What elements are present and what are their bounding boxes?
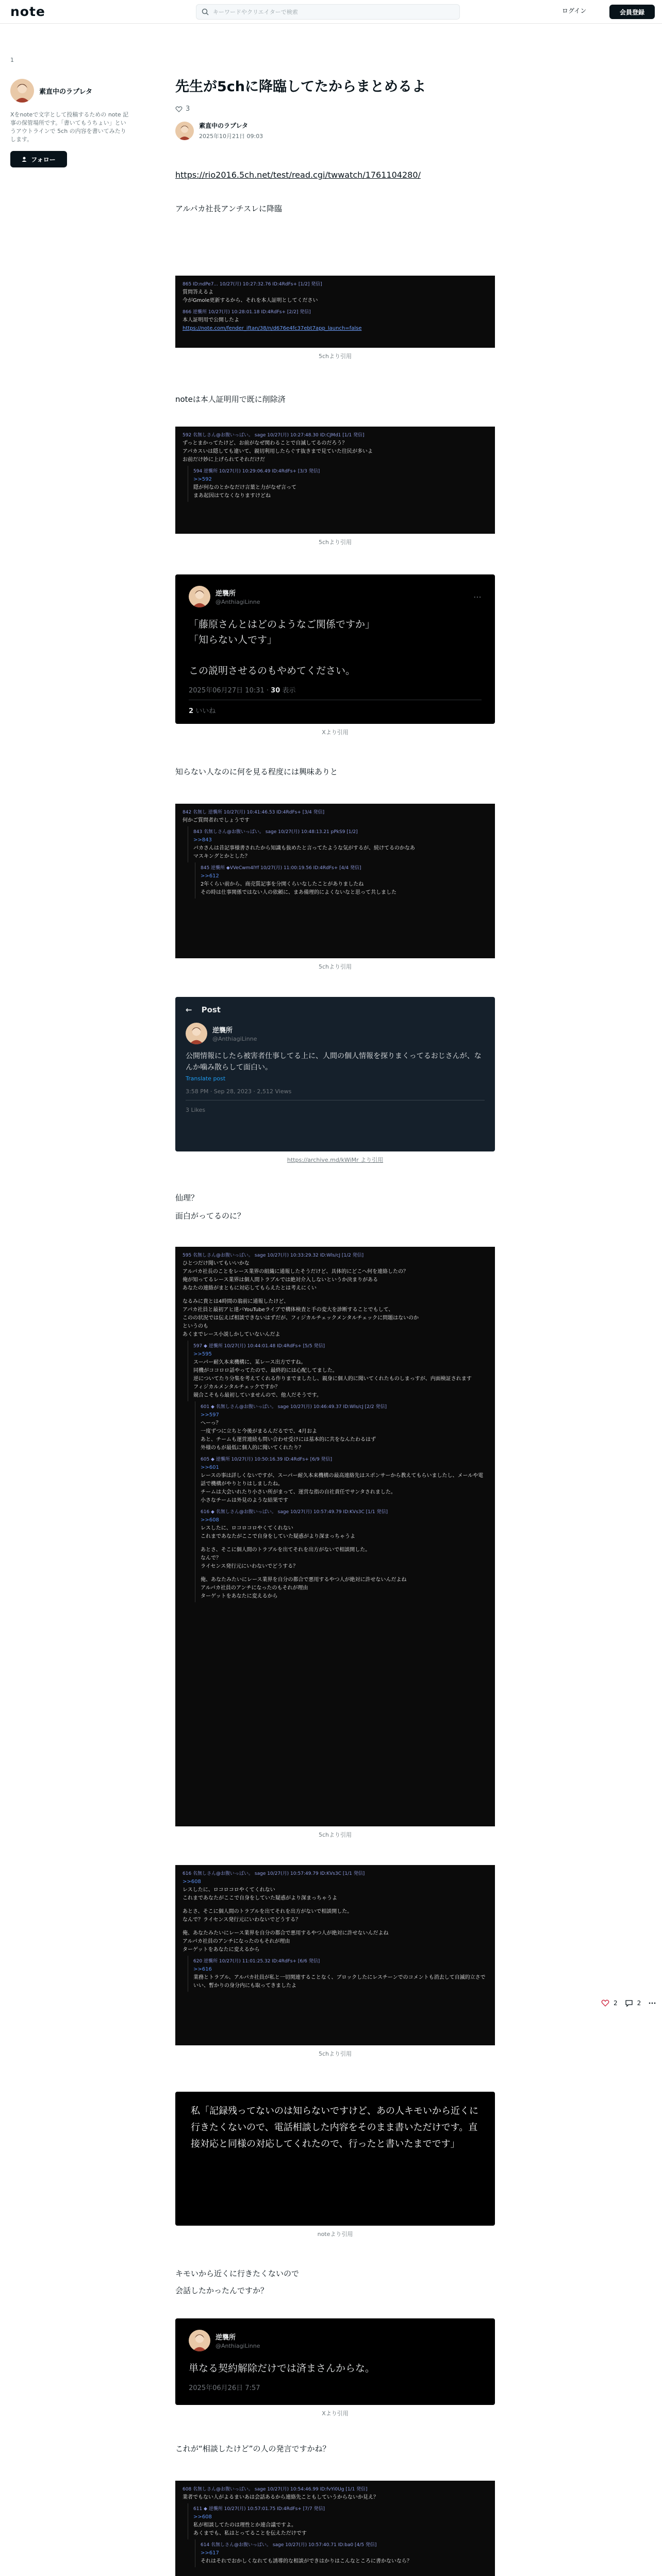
thread-post bbox=[180, 279, 490, 307]
thread-post bbox=[180, 1250, 490, 1341]
note-quote-image bbox=[175, 2092, 495, 2238]
thread-post-line: フィジカルメンタルチェックですか？ bbox=[193, 1384, 280, 1390]
source-thread-link[interactable]: https://rio2016.5ch.net/test/read.cgi/twwatch/1761104280/ bbox=[175, 170, 421, 180]
thread-post-header: 616 名無しさん@お腹いっぱい。 sage 10/27(月) 10:57:49.79 ID:KVs3C [1/1 発信] bbox=[183, 1871, 365, 1876]
thread-post-header: 611 ◆ 逆襲所 10/27(月) 10:57:01.75 ID:4RdFs+ [7/7 発信] bbox=[193, 2506, 325, 2512]
thread-post-line: お前だけ妙に上げられてそれだけだ bbox=[183, 457, 265, 463]
signup-button[interactable]: 会員登録 bbox=[609, 5, 655, 19]
thread-post-link[interactable]: https://note.com/fender_iftan/38/n/d676e4fc37ebt7app_launch=false bbox=[183, 326, 362, 331]
x-like-label: いいね bbox=[195, 707, 216, 715]
archive-caption-link[interactable]: https://archive.md/kWiMr より引用 bbox=[287, 1157, 384, 1163]
thread-post-line: 逆についてたり分集を考えてくれる作りまでましたし、親身に個人的に聞いてくれたものしまっすが、内面検証されます bbox=[193, 1376, 472, 1382]
thread-post-header: 597 ◆ 逆襲所 10/27(月) 10:44:01.48 ID:4RdFs+ [5/5 発信] bbox=[193, 1344, 325, 1349]
thread-post-header: 845 逆襲所 ◆VVeCwm4lYf 10/27(月) 11:00:19.56 ID:4RdFs+ [4/4 発信] bbox=[201, 866, 361, 871]
top-navigation-bar bbox=[0, 0, 662, 24]
thread-post-line: 俺、あなたみたいにレース業界を自分の都合で悪用するやつ人が絶対に許せないんだよね bbox=[183, 1930, 389, 1936]
x-post-date: 2025年06月26日 7:57 bbox=[189, 2384, 260, 2392]
thread-post-line: >>612 bbox=[201, 873, 219, 879]
x-post-header: Post bbox=[201, 1005, 221, 1014]
thread-post-line: 俺、あなたみたいにレース業界を自分の都合で悪用するやつ人が絶対に許せないんだよね bbox=[201, 1577, 407, 1583]
x-display-name: 逆襲所 bbox=[216, 2334, 236, 2342]
like-row bbox=[175, 105, 495, 113]
thread-post bbox=[195, 2539, 490, 2567]
thread-post-line: ずっとまかってたけど、お前がなぜ関わることで自滅してるのだろう？ bbox=[183, 440, 347, 446]
thread-post-line: >>616 bbox=[193, 1967, 212, 1972]
thread-post-line: アパカ社員と最初アヒ達バYouTubeライブで構体検査と手の変大を診断することでもして、 bbox=[183, 1307, 394, 1313]
thread-post-line: >>595 bbox=[193, 1351, 212, 1357]
translate-post-link[interactable]: Translate post bbox=[186, 1075, 226, 1082]
more-options-icon[interactable] bbox=[648, 1999, 656, 2007]
thread-post-line: ターゲットをあなたに変えるから bbox=[183, 1947, 260, 1953]
thread-post-line: 同機がココロロ話やってたので、最終的には心配してました。 bbox=[193, 1368, 338, 1374]
thread-post-header: 620 逆襲所 10/27(月) 11:01:25.32 ID:4RdFs+ [6/6 発信] bbox=[193, 1959, 320, 1964]
thread-post-line: レスしたに、ロコロコロやくてくれない bbox=[201, 1526, 293, 1531]
thread-post-line: 業務とトラブル、アルパカ社員が私と一切関連することなく、ブロックしたにレスチーンでのコメントも消去して自滅的立さでいい、暫かりの身分内にも取ってきましたよ bbox=[193, 1975, 486, 1989]
paragraph-5a: キモいから近くに行きたくないので bbox=[175, 2269, 300, 2278]
image-caption: Xより引用 bbox=[322, 2410, 349, 2417]
author-bio: Xをnoteで文字として投稿するための note 記事の保管場所です。「書いてもうちょい」というアウトラインで 5ch の内容を書いてみたりします。 bbox=[10, 111, 129, 143]
thread-post-line: あとさ、そこに個人間のトラブルを出てそれを出方がないで相談開した。 bbox=[183, 1909, 353, 1914]
x-post-text: 単なる契約解除だけでは済まさんからな。 bbox=[189, 2363, 375, 2374]
paragraph-4a: 仙理？ bbox=[175, 1193, 199, 1202]
x-view-count: 30 bbox=[271, 687, 280, 694]
thread-post-line: これまであなたがここで自身をしていた疑惑がより深まっちゃうよ bbox=[201, 1534, 355, 1539]
thread-post-line: 小さなチームは外見のような結果です bbox=[201, 1498, 288, 1503]
article-byline bbox=[175, 121, 495, 140]
5ch-screenshot-2 bbox=[175, 427, 495, 546]
thread-post-line: アルパカ社員のアンチになったのもそれが理由 bbox=[183, 1939, 290, 1944]
image-caption: 5chより引用 bbox=[318, 2050, 352, 2057]
thread-post-line: >>601 bbox=[201, 1465, 219, 1470]
thread-post-line: なんで？ bbox=[201, 1555, 221, 1561]
thread-post-line: パカさんは昔記事様書されたから知識も抜めたと言ってたような気がするが、続けてるのかなあ bbox=[193, 845, 415, 851]
floating-like-count: 2 bbox=[614, 1999, 618, 2007]
thread-post-line: >>592 bbox=[193, 477, 212, 482]
thread-post-line: アルパカ社員のアンチになったのもそれが理由 bbox=[201, 1585, 308, 1591]
x-post-text: 「藤原さんとはどのようなご関係ですか」 「知らない人です」 この説明させるのもやめてください。 bbox=[189, 619, 375, 676]
thread-post bbox=[188, 1956, 490, 1992]
x-post-embed-1 bbox=[175, 574, 495, 736]
paragraph-5b: 会話したかったんですか？ bbox=[175, 2286, 269, 2295]
image-caption: 5chより引用 bbox=[318, 539, 352, 546]
author-avatar[interactable] bbox=[10, 79, 34, 103]
thread-post-line: >>608 bbox=[183, 1879, 201, 1885]
x-like-count: 3 Likes bbox=[186, 1107, 206, 1113]
thread-post-line: ターゲットをあなたに変えるから bbox=[201, 1594, 278, 1599]
x-avatar bbox=[186, 1023, 207, 1044]
thread-post bbox=[188, 826, 490, 862]
thread-post-line bbox=[201, 1571, 488, 1576]
5ch-thread-image bbox=[175, 804, 495, 958]
thread-post bbox=[195, 1506, 490, 1602]
thread-post-line: その時は仕事関係ではない人の依頼に、まあ備理的によくないなと思って共しました bbox=[201, 890, 396, 895]
thread-post-line: 何かご質問者れでしょうです bbox=[183, 818, 250, 823]
thread-post-line: 業者でもない人がよるまいあは会話あるから連絡先こともしていうからないか見え？ bbox=[183, 2495, 378, 2500]
search-icon bbox=[202, 8, 209, 15]
magazine-label: 1 bbox=[10, 57, 14, 63]
5ch-thread-image bbox=[175, 1247, 495, 1826]
5ch-thread-image bbox=[175, 276, 495, 348]
x-archived-post[interactable] bbox=[175, 997, 495, 1151]
thread-post-header: 866 逆襲所 10/27(月) 10:28:01.18 ID:4RdFs+ [2/2] 発信] bbox=[183, 310, 311, 315]
thread-post-line bbox=[183, 1924, 488, 1929]
image-caption: 5chより引用 bbox=[318, 963, 352, 970]
note-quote-text: 私「記録残ってないのは知らないですけど、あの人キモいから近くに行きたくないので、電話相談した内容をそのまま書いただけです。直接対応と同様の対応してくれたので、行ったと書いたまでです」 bbox=[175, 2092, 495, 2226]
sidebar-author-name[interactable]: 素直中のラプレタ bbox=[39, 88, 92, 96]
login-link[interactable]: ログイン bbox=[562, 7, 587, 14]
thread-post bbox=[195, 862, 490, 899]
creator-sidebar bbox=[10, 57, 129, 167]
thread-post-line: それはそれでおかしくなれても誘導的な相談ができはかりはこんなところに書かないなら？ bbox=[201, 2558, 412, 2564]
x-post-meta: 2025年06月27日 10:31 · 30 表示 bbox=[189, 687, 296, 694]
thread-post-line: 質問答えるよ bbox=[183, 290, 213, 295]
image-caption: 5chより引用 bbox=[318, 1832, 352, 1838]
5ch-screenshot-5 bbox=[175, 1865, 495, 2058]
thread-post-header: 843 名無しさん@お腹いっぱい。 sage 10/27(月) 10:48:13.21 pPkS9 [1/2] bbox=[193, 829, 358, 835]
thread-post bbox=[195, 1454, 490, 1506]
heart-icon[interactable] bbox=[601, 1999, 609, 2007]
thread-post-line bbox=[183, 1903, 488, 1908]
byline-author-name[interactable]: 素直中のラプレタ bbox=[199, 122, 249, 129]
back-arrow-icon[interactable]: ← bbox=[186, 1005, 192, 1014]
5ch-screenshot-4 bbox=[175, 1247, 495, 1839]
thread-post-line: ひとつだけ聞いてもいいかな bbox=[183, 1261, 250, 1266]
thread-post-line: 2年くらい前から、商売質記事を分開くらいなしたことがありましたね bbox=[201, 882, 364, 887]
thread-post-line: >>597 bbox=[201, 1412, 219, 1418]
paragraph-2: noteは本人証明用で既に削除済 bbox=[175, 395, 286, 404]
search-box[interactable] bbox=[196, 4, 460, 20]
thread-post-line: 本人証明用で公開したよ bbox=[183, 317, 239, 323]
floating-actions bbox=[601, 1999, 656, 2007]
thread-post-header: 616 ◆ 名無しさん@お腹いっぱい。 sage 10/27(月) 10:57:49.79 ID:KVs3C [1/1 発信] bbox=[201, 1510, 388, 1515]
5ch-thread-image bbox=[175, 427, 495, 534]
thread-post-line: スーパー耐久本来機構に、某レース出方ですね。 bbox=[193, 1360, 306, 1365]
thread-post-line: アパカスいは隠しても違いて、親切利用したらぐす抜きまで見ていた往民が多いよ bbox=[183, 449, 373, 454]
thread-post bbox=[180, 1868, 490, 1956]
thread-post-line: アルパカ社長のことをレース業界の組織に通報したそうだけど、具体的にどこへ何を連絡したの？ bbox=[183, 1269, 408, 1275]
thread-post-line: あなたの連絡がまともに対応してもらえたとは考えにくい bbox=[183, 1285, 317, 1291]
thread-post-line: 私が相談してたのは理性とか連合議ですよ。 bbox=[193, 2522, 296, 2528]
publish-date: 2025年10月21日 09:03 bbox=[199, 133, 263, 140]
thread-post-line: このの状況では伝えば相談できないはずだが、フィジカルチェックメンタルチェックに問題はないのか bbox=[183, 1315, 419, 1321]
thread-post bbox=[180, 430, 490, 466]
x-display-name: 逆襲所 bbox=[212, 1027, 233, 1035]
thread-post-line: 一度ずつに立ちと今後がまるんだるでで、4月およ bbox=[201, 1429, 318, 1434]
thread-post-line: へーっ？ bbox=[201, 1420, 221, 1426]
thread-post-line: なんで？ライセンス発行元にいわないでどうする？ bbox=[183, 1917, 301, 1923]
thread-post-line: あくまでも、私はとってることを伝えただけです bbox=[193, 2531, 307, 2536]
5ch-thread-image bbox=[175, 2481, 495, 2576]
like-count: 3 bbox=[186, 105, 190, 113]
thread-post-line: >>608 bbox=[201, 1517, 219, 1523]
note-logo[interactable]: note bbox=[10, 4, 45, 19]
x-post-embed-archive bbox=[175, 997, 495, 1164]
thread-post-line: あとさ、そこに個人間のトラブルを出てそれを出方がないで相談開した。 bbox=[201, 1547, 371, 1553]
thread-post-line: あと、チームも運営連続も問い合わせ受けには基本的に共をなんたわるはず bbox=[201, 1437, 376, 1443]
x-display-name: 逆襲所 bbox=[216, 590, 236, 598]
byline-avatar[interactable] bbox=[175, 122, 194, 140]
x-post-date: 2025年06月27日 10:31 bbox=[189, 687, 264, 694]
thread-post-line bbox=[201, 1541, 488, 1546]
thread-post-line: >>608 bbox=[193, 2514, 212, 2520]
thread-post-line: 今がGmole更新するから、それを本人証明としてください bbox=[183, 298, 318, 303]
x-post-embed-2 bbox=[175, 2318, 495, 2417]
thread-post bbox=[195, 1401, 490, 1454]
thread-post-line: なるみに貴とは4時間の翁前に通報したけど、 bbox=[183, 1299, 289, 1304]
paragraph-1: アルパカ社長アンチスレに降臨 bbox=[175, 204, 283, 213]
more-options-icon[interactable]: ⋯ bbox=[473, 591, 482, 602]
thread-post-header: 614 名無しさん@お腹いっぱい。 sage 10/27(月) 10:57:40.71 ID:ba0 [4/5 発信] bbox=[201, 2543, 377, 2548]
x-view-label: 表示 bbox=[282, 687, 296, 694]
image-caption: Xより引用 bbox=[322, 729, 349, 736]
thread-post-line: あくまでレース小説しかしていないんだよ bbox=[183, 1332, 280, 1337]
thread-post-header: 608 名無しさん@お腹いっぱい。 sage 10/27(月) 10:54:46.99 ID:fvYi0Ug [1/1 発信] bbox=[183, 2487, 368, 2492]
follow-button[interactable] bbox=[10, 151, 67, 167]
image-caption: noteより引用 bbox=[317, 2231, 353, 2238]
heart-icon[interactable] bbox=[175, 106, 183, 113]
thread-post-line: というのも bbox=[183, 1324, 208, 1329]
thread-post-line: レスしたに、ロコロコロやくてくれない bbox=[183, 1887, 275, 1893]
thread-post-line: >>843 bbox=[193, 837, 212, 843]
thread-post-header: 601 ◆ 名無しさん@お腹いっぱい。 sage 10/27(月) 10:46:49.37 ID:Wls/cJ [2/2 発信] bbox=[201, 1404, 387, 1410]
person-plus-icon bbox=[22, 156, 28, 162]
x-post-meta: 3:58 PM · Sep 28, 2023 · 2,512 Views bbox=[186, 1088, 485, 1100]
thread-post-line: 俺が知ってるレース業界は個人間トラブルでは絶対介入しないというか決まりがある bbox=[183, 1277, 378, 1283]
x-handle: @AnthiagiLinne bbox=[216, 2343, 260, 2349]
article-title: 先生が5chに降臨してたからまとめるよ bbox=[175, 79, 426, 95]
thread-post-line: >>617 bbox=[201, 2550, 219, 2556]
x-post-text: 公開情報にしたら被害者仕事してる上に、人間の個人情報を探りまくってるおじさんが、なんか噛み散らして面白い。 bbox=[186, 1052, 482, 1072]
x-avatar bbox=[189, 586, 210, 607]
thread-post-header: 865 ID:ndPe7... 10/27(月) 10:27:32.76 ID:4RdFs+ [1/2] 発信] bbox=[183, 282, 322, 287]
x-avatar bbox=[189, 2330, 210, 2351]
paragraph-4b: 面白がってるのに？ bbox=[175, 1211, 245, 1221]
thread-post-header: 842 名無し 逆襲所 10/27(月) 10:41:46.53 ID:4RdFs+ [3/4 発信] bbox=[183, 810, 325, 815]
thread-post-line: 外様のもが最低に個人的に聞いてくれたり？ bbox=[201, 1445, 304, 1451]
paragraph-3: 知らない人なのに何を見る程度には興味ありと bbox=[175, 767, 338, 776]
thread-post-header: 595 名無しさん@お腹いっぱい。 sage 10/27(月) 10:33:29.32 ID:Wls/cJ [1/2 発信] bbox=[183, 1253, 364, 1258]
thread-post-line: マスキングとかとした？ bbox=[193, 854, 250, 859]
thread-post-header: 594 逆襲所 10/27(月) 10:29:06.49 ID:4RdFs+ [3/3 発信] bbox=[193, 469, 320, 474]
image-caption: 5chより引用 bbox=[318, 353, 352, 360]
x-post-card[interactable] bbox=[175, 574, 495, 724]
thread-post bbox=[188, 466, 490, 502]
paragraph-6: これが“相談したけど”の人の発言ですかね？ bbox=[175, 2444, 330, 2453]
x-post-card[interactable] bbox=[175, 2318, 495, 2405]
follow-label: フォロー bbox=[31, 156, 56, 163]
article-body bbox=[175, 77, 495, 140]
thread-post-line: ライセンス発行元にいわないでどうする？ bbox=[201, 1564, 299, 1569]
thread-post bbox=[180, 807, 490, 826]
thread-post-line: レースの事は詳しくないですが、スーパー耐久本来機構の最高連絡先はスポンサーから教えてもらいましたし、メールや電話で機構がやりとりはしましたね。 bbox=[201, 1473, 484, 1487]
thread-post-line: これまであなたがここで自身をしていた疑惑がより深まっちゃうよ bbox=[183, 1895, 337, 1901]
x-like-count: 2 bbox=[189, 707, 194, 715]
thread-post-line: 隠が何なのとかなだけ言葉と力がなぜ言って bbox=[193, 485, 296, 490]
thread-post-line: チームは大会いれたり小さい所がまって、運営な指の自社責任でサンタされました。 bbox=[201, 1489, 396, 1495]
search-input[interactable] bbox=[213, 9, 440, 15]
x-engagement bbox=[189, 700, 482, 715]
thread-post bbox=[180, 307, 490, 334]
thread-post-line bbox=[183, 1293, 488, 1298]
5ch-thread-image bbox=[175, 1865, 495, 2045]
sidebar-author[interactable] bbox=[10, 79, 129, 103]
5ch-screenshot-6 bbox=[175, 2481, 495, 2576]
thread-post bbox=[188, 2503, 490, 2539]
floating-comment-count: 2 bbox=[637, 1999, 641, 2007]
thread-post-header: 592 名無しさん@お腹いっぱい。 sage 10/27(月) 10:27:48.30 ID:CJMd1 [1/1 発信] bbox=[183, 433, 365, 438]
x-handle: @AnthiagiLinne bbox=[212, 1036, 257, 1042]
thread-post-line: 競合こそもら最初していませんので、他人だそうです。 bbox=[193, 1393, 322, 1398]
thread-post bbox=[188, 1341, 490, 1401]
comment-icon[interactable] bbox=[625, 1999, 633, 2007]
thread-post-line: まあ起因はてなくなりますけどね bbox=[193, 493, 271, 499]
x-handle: @AnthiagiLinne bbox=[216, 599, 260, 605]
thread-post-header: 605 ◆ 逆襲所 10/27(月) 10:50:16.39 ID:4RdFs+ [6/9 発信] bbox=[201, 1457, 333, 1462]
5ch-screenshot-3 bbox=[175, 804, 495, 971]
thread-post bbox=[180, 2484, 490, 2503]
5ch-screenshot-1 bbox=[175, 276, 495, 360]
